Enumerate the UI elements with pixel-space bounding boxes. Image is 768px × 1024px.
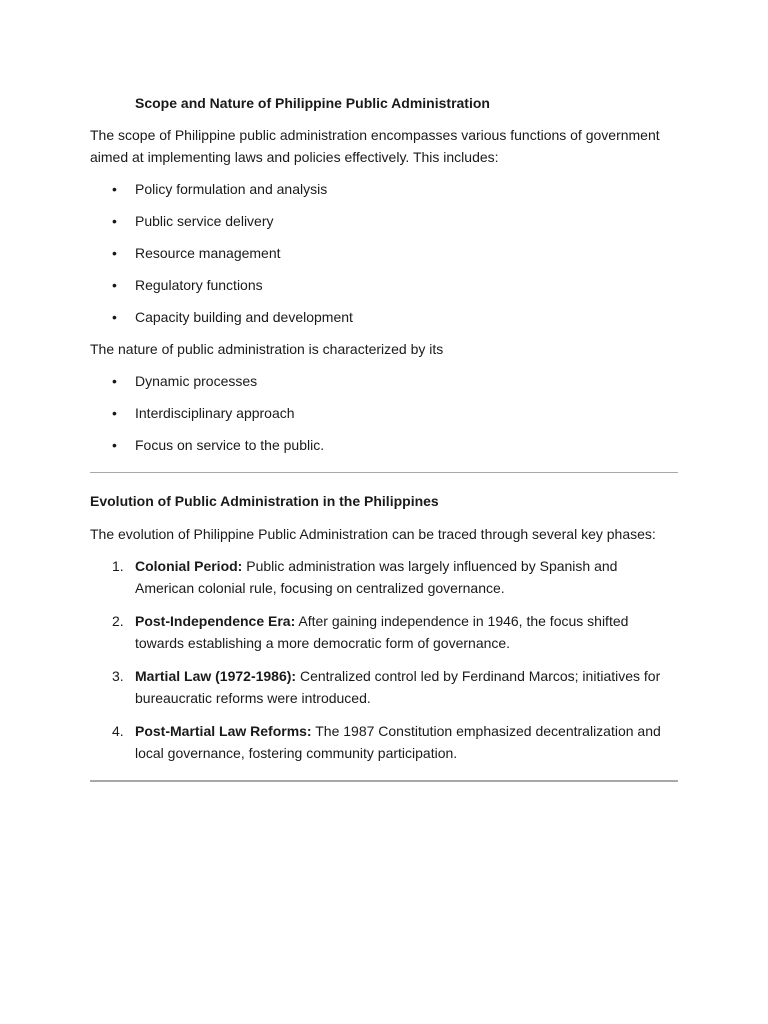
list-item-text: Public service delivery: [135, 213, 274, 229]
bullet-icon: •: [112, 181, 117, 197]
list-item-text: Capacity building and development: [135, 309, 353, 325]
scope-list: [90, 178, 678, 328]
list-item-text: Policy formulation and analysis: [135, 181, 328, 197]
list-item-text: Interdisciplinary approach: [135, 405, 295, 421]
list-item: [90, 242, 678, 264]
list-item-text: Dynamic processes: [135, 373, 258, 389]
section-title-evolution: Evolution of Public Administration in the Philippines: [90, 493, 439, 509]
phase-text: The 1987 Constitution emphasized decentralization and local governance, fostering community participation.: [135, 723, 661, 761]
list-item: [90, 370, 678, 392]
list-item: [90, 434, 678, 456]
list-number: 1.: [112, 558, 124, 574]
bullet-icon: •: [112, 437, 117, 453]
phase-label: Colonial Period:: [135, 558, 243, 574]
phase-label: Post-Independence Era:: [135, 613, 296, 629]
list-item: [90, 720, 678, 764]
phase-label: Martial Law (1972-1986):: [135, 668, 297, 684]
bullet-icon: •: [112, 277, 117, 293]
list-number: 4.: [112, 723, 124, 739]
phase-text: After gaining independence in 1946, the focus shifted towards establishing a more democratic form of governance.: [135, 613, 629, 651]
document-page: [90, 92, 678, 782]
list-item: [90, 665, 678, 709]
phases-list: [90, 555, 678, 764]
phase-text: Public administration was largely influenced by Spanish and American colonial rule, focusing on centralized governance.: [135, 558, 618, 596]
evolution-intro-paragraph: The evolution of Philippine Public Administration can be traced through several key phases:: [90, 526, 656, 542]
list-item-text: Regulatory functions: [135, 277, 263, 293]
bullet-icon: •: [112, 405, 117, 421]
phase-label: Post-Martial Law Reforms:: [135, 723, 312, 739]
scope-intro-paragraph: The scope of Philippine public administration encompasses various functions of government aimed at implementing laws and policies effectively. This includes:: [90, 127, 660, 165]
bullet-icon: •: [112, 245, 117, 261]
list-number: 2.: [112, 613, 124, 629]
list-item: [90, 306, 678, 328]
list-item-text: Resource management: [135, 245, 281, 261]
list-number: 3.: [112, 668, 124, 684]
list-item: [90, 210, 678, 232]
bullet-icon: •: [112, 309, 117, 325]
section-title-scope: Scope and Nature of Philippine Public Administration: [135, 95, 490, 111]
list-item: [90, 555, 678, 599]
list-item: [90, 178, 678, 200]
list-item: [90, 274, 678, 296]
list-item: [90, 610, 678, 654]
list-item-text: Focus on service to the public.: [135, 437, 325, 453]
nature-list: [90, 370, 678, 456]
list-item: [90, 402, 678, 424]
phase-text: Centralized control led by Ferdinand Marcos; initiatives for bureaucratic reforms were introduced.: [135, 668, 661, 706]
section-divider: [90, 472, 678, 473]
section-divider: [90, 780, 678, 782]
bullet-icon: •: [112, 373, 117, 389]
nature-intro-paragraph: The nature of public administration is characterized by its: [90, 341, 444, 357]
bullet-icon: •: [112, 213, 117, 229]
